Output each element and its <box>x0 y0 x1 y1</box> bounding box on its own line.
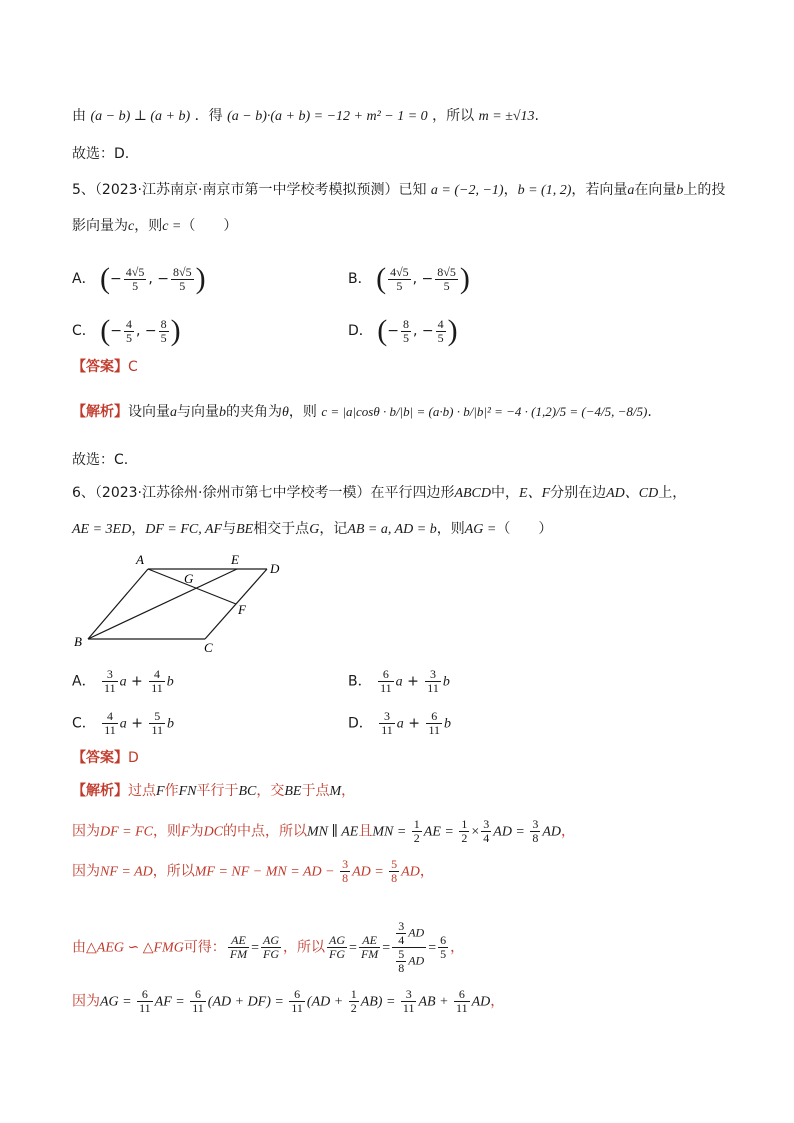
text: ，记 <box>319 521 348 537</box>
fraction-den: 11 <box>192 1001 204 1015</box>
formula: AD、CD <box>606 486 659 501</box>
q5-conclusion <box>72 450 128 470</box>
formula: G <box>309 522 320 537</box>
prev-answer-line <box>72 144 129 164</box>
text: ，交 <box>256 783 285 799</box>
paren: ( <box>377 314 388 347</box>
formula: c = <box>162 219 182 234</box>
fraction-num: 6 <box>454 988 470 1002</box>
edge-ab <box>88 569 148 639</box>
fraction-den: FM <box>360 947 379 961</box>
formula: b = (1, 2) <box>517 183 572 198</box>
formula: AD = <box>493 824 529 840</box>
text: 上的投 <box>683 182 726 198</box>
formula: NF = AD <box>100 864 153 880</box>
text: ， <box>341 783 356 799</box>
formula: FN <box>178 784 197 799</box>
q6-analysis-line3 <box>72 858 434 885</box>
fraction-num: 4 <box>102 710 118 724</box>
q6-stem-line2 <box>72 519 552 540</box>
fraction-num: 4 <box>125 316 132 331</box>
q6-option-d[interactable]: D． $\frac{3}{11}$ a + $\frac{6}{11}$ b <box>348 709 451 737</box>
text: 由 <box>72 939 86 956</box>
paren: ) <box>447 314 458 347</box>
fraction-den: 2 <box>350 1001 357 1015</box>
text: 与 <box>222 521 237 537</box>
label-b: B <box>74 634 82 649</box>
label-d: D <box>270 561 280 576</box>
paren: ( <box>376 262 387 295</box>
option-label: B． <box>348 271 372 287</box>
option-label: D． <box>348 715 373 732</box>
fraction-den: 11 <box>291 1001 303 1015</box>
formula: F <box>156 784 165 799</box>
operator: = <box>382 940 391 956</box>
fraction-den: 11 <box>380 681 392 695</box>
text: ， <box>490 993 505 1010</box>
formula: AE = <box>423 824 458 840</box>
formula: AB + <box>418 994 453 1010</box>
q5-stem-line2 <box>72 216 237 237</box>
q6-stem-line1 <box>72 483 686 504</box>
fraction-den: 5 <box>132 278 139 293</box>
text: ，则 <box>436 521 465 537</box>
text: ， <box>419 863 434 880</box>
formula: MN ∥ AE <box>307 824 359 840</box>
fraction-num: 8√5 <box>437 264 456 279</box>
formula: DF = FC <box>100 824 153 840</box>
text: 已知 <box>398 182 427 198</box>
text: 与向量 <box>177 404 219 420</box>
vector: a <box>396 716 404 732</box>
formula: MN = <box>372 824 410 840</box>
q6-option-b[interactable]: B． $\frac{6}{11}$ a + $\frac{3}{11}$ b <box>348 667 450 695</box>
fraction-num: 6 <box>137 988 153 1002</box>
operator: = <box>428 940 437 956</box>
text: 由 <box>72 108 86 124</box>
analysis-tag: 【解析】 <box>72 404 128 420</box>
label-c: C <box>204 640 213 655</box>
formula: c <box>128 219 135 234</box>
fraction-den: 8 <box>532 831 539 845</box>
formula: m = ±√13 <box>478 109 535 124</box>
paren: ( <box>100 314 111 347</box>
formula: F <box>181 824 190 840</box>
formula: AD <box>408 953 425 968</box>
q6-analysis-line1 <box>72 781 355 802</box>
text: ．得 <box>194 108 223 124</box>
formula: BE <box>236 522 254 537</box>
formula: AG = <box>100 994 136 1010</box>
q5-stem-line1 <box>72 180 725 201</box>
paren: ) <box>459 262 470 295</box>
formula: △AEG ∽ △FMG <box>86 940 184 956</box>
option-label: B． <box>348 673 372 690</box>
label-g: G <box>184 571 194 586</box>
formula: BC <box>238 784 257 799</box>
vector: b <box>444 716 451 732</box>
vector: a <box>395 674 403 690</box>
fraction-den: 8 <box>342 871 349 885</box>
fraction-den: FM <box>229 947 248 961</box>
fraction-num: 3 <box>379 710 395 724</box>
fraction-num: 5 <box>398 947 405 961</box>
text: ，则 <box>153 823 181 840</box>
operator: × <box>471 824 480 840</box>
fraction-den: 4 <box>398 933 405 947</box>
option-label: C． <box>72 323 96 339</box>
formula: DF = FC, AF <box>145 522 223 537</box>
option-label: D． <box>348 323 373 339</box>
text: 作 <box>164 783 179 799</box>
option-label: C． <box>72 715 96 732</box>
text: 在向量 <box>634 182 677 198</box>
formula: AB = a, AD = b <box>347 522 437 537</box>
fraction-num: AE <box>359 934 380 948</box>
formula: AE = 3ED <box>72 522 132 537</box>
q5-option-b[interactable]: B． ( $\frac{4√5}{5}$ , − $\frac{8√5}{5}$ ) <box>348 262 470 295</box>
text: 故选：C. <box>72 452 129 468</box>
fraction-den: 2 <box>461 831 468 845</box>
formula: AD = <box>352 864 388 880</box>
fraction-num: 5 <box>149 710 165 724</box>
text: ，所以 <box>152 863 195 880</box>
fraction-den: 8 <box>391 871 398 885</box>
text: （ ） <box>496 521 553 537</box>
fraction-num: 4 <box>437 316 444 331</box>
text: 的夹角为 <box>226 404 282 420</box>
fraction-den: 4 <box>483 831 490 845</box>
label-e: E <box>231 552 239 567</box>
formula: E、F <box>519 486 551 501</box>
text: 为 <box>189 823 204 840</box>
formula: AD <box>401 864 420 880</box>
q6-option-c[interactable]: C． $\frac{4}{11}$ a + $\frac{5}{11}$ b <box>72 709 174 737</box>
fraction-num: 1 <box>461 817 468 831</box>
paren: ) <box>195 262 206 295</box>
fraction-den: 8 <box>398 961 405 975</box>
text: 因为 <box>72 823 100 840</box>
text: 可得： <box>183 939 226 956</box>
fraction-den: 5 <box>437 330 444 345</box>
formula: a <box>170 405 177 420</box>
fraction-num: 4√5 <box>390 264 409 279</box>
text: ， <box>561 823 576 840</box>
fraction-num: 3 <box>483 817 490 831</box>
answer-value: C <box>128 359 138 375</box>
fraction-num: 3 <box>425 668 441 682</box>
formula: b <box>676 183 684 198</box>
q6-analysis-line4 <box>72 920 464 975</box>
fraction-den: 11 <box>104 723 116 737</box>
fraction-den: 5 <box>443 278 450 293</box>
text: （ ） <box>181 218 238 234</box>
fraction-num: 3 <box>532 817 539 831</box>
label-a: A <box>136 552 144 567</box>
fraction-den: 5 <box>396 278 403 293</box>
formula: (a − b)·(a + b) = −12 + m² − 1 = 0 <box>227 109 428 124</box>
text: ，所以 <box>432 108 475 124</box>
operator: = <box>349 940 357 956</box>
text: 因为 <box>72 993 100 1010</box>
formula: MF = NF − MN = AD − <box>194 864 339 880</box>
formula: M <box>329 784 342 799</box>
fraction-den: 2 <box>413 831 420 845</box>
fraction-den: 5 <box>160 330 167 345</box>
text: ，若向量 <box>571 182 628 198</box>
fraction-num: 6 <box>426 710 442 724</box>
q5-option-d[interactable]: D． (− $\frac{8}{5}$ , − $\frac{4}{5}$ ) <box>348 314 458 347</box>
fraction-num: 6 <box>440 933 447 947</box>
formula: AG = <box>464 522 497 537</box>
fraction-num: 3 <box>342 857 349 871</box>
fraction-num: AG <box>263 933 280 947</box>
text: 平行于 <box>196 783 239 799</box>
answer-tag: 【答案】 <box>72 359 128 375</box>
fraction-num: 6 <box>289 988 305 1002</box>
paren: ) <box>170 314 181 347</box>
text: 过点 <box>128 783 156 799</box>
q6-option-a[interactable]: A． $\frac{3}{11}$ a + $\frac{4}{11}$ b <box>72 667 174 695</box>
text: ，所以 <box>283 939 326 956</box>
fraction-num: 3 <box>398 919 405 933</box>
fraction-num: AG <box>329 933 346 947</box>
formula: AD <box>408 925 425 940</box>
fraction-den: 5 <box>440 947 447 961</box>
text: 上， <box>658 485 687 501</box>
formula: a <box>627 183 635 198</box>
fraction-den: 11 <box>104 681 116 695</box>
analysis-tag: 【解析】 <box>72 783 128 799</box>
text: 因为 <box>72 863 100 880</box>
vector: a <box>119 716 127 732</box>
vector: b <box>167 716 174 732</box>
fraction-den: 11 <box>151 681 163 695</box>
text: . <box>534 108 539 124</box>
prev-conclusion-line <box>72 106 539 127</box>
formula: AF = <box>154 994 189 1010</box>
text: ， <box>450 939 465 956</box>
q6-analysis-line2 <box>72 818 575 845</box>
question-number: 6、 <box>72 485 95 501</box>
formula: AB) = <box>360 994 399 1010</box>
fraction-num: 3 <box>102 668 118 682</box>
text: . <box>647 404 652 420</box>
formula: DC <box>203 824 224 840</box>
formula: AD <box>471 994 491 1010</box>
formula: BE <box>284 784 302 799</box>
fraction-num: 6 <box>378 668 394 682</box>
question-source: （2023·江苏徐州·徐州市第七中学校考一模） <box>94 485 371 501</box>
text: 相交于点 <box>253 521 310 537</box>
text: 在平行四边形 <box>370 485 455 501</box>
fraction-den: 11 <box>456 1001 468 1015</box>
fraction-num: 8 <box>402 316 409 331</box>
text: 中， <box>491 485 520 501</box>
fraction-den: 5 <box>125 330 132 345</box>
option-label: A． <box>72 271 96 287</box>
option-label: A． <box>72 673 96 690</box>
fraction-num: 4 <box>149 668 165 682</box>
formula: (AD + <box>306 994 347 1010</box>
formula: c = |a|cosθ · b/|b| = (a·b) · b/|b|² = −4 · (1,2)/5 = (−4/5, −8/5) <box>321 404 648 419</box>
fraction-num: 8√5 <box>173 264 192 279</box>
paren: ( <box>100 262 111 295</box>
text: 故选：D. <box>72 146 130 162</box>
fraction-den: 11 <box>402 1001 415 1015</box>
text: 影向量为 <box>72 218 128 234</box>
q5-analysis <box>72 402 652 423</box>
text: 设向量 <box>128 404 170 420</box>
q5-option-c[interactable]: C． (− $\frac{4}{5}$ , − $\frac{8}{5}$ ) <box>72 314 181 347</box>
text: 且 <box>358 823 373 840</box>
operator: = <box>251 940 260 956</box>
fraction-num: 5 <box>391 857 398 871</box>
formula: a = (−2, −1) <box>430 183 504 198</box>
vector: b <box>442 674 450 690</box>
formula: ABCD <box>454 486 492 501</box>
fraction-num: 4√5 <box>125 264 145 279</box>
formula: (AD + DF) = <box>207 994 288 1010</box>
fraction-den: FG <box>263 947 280 961</box>
fraction-num: 6 <box>190 988 206 1002</box>
formula: θ <box>282 405 289 420</box>
formula: AD <box>542 824 562 840</box>
answer-value: D <box>128 750 139 766</box>
q6-answer <box>72 748 139 768</box>
text: ， <box>503 182 518 198</box>
fraction-den: FG <box>329 947 346 961</box>
fraction-num: AE <box>228 934 249 948</box>
fraction-num: 1 <box>413 817 420 831</box>
parallelogram-figure <box>60 548 300 658</box>
fraction-num: 3 <box>401 988 417 1002</box>
fraction-den: 5 <box>402 330 409 345</box>
q5-answer <box>72 357 138 377</box>
q5-option-a[interactable]: A． (− $\frac{4√5}{5}$ , − $\frac{8√5}{5}$ ) <box>72 262 206 295</box>
vector: a <box>119 674 127 690</box>
fraction-num: 8 <box>160 316 167 331</box>
text: 的中点，所以 <box>223 823 308 840</box>
text: ， <box>131 521 146 537</box>
label-f: F <box>238 602 246 617</box>
question-number: 5、 <box>72 182 95 198</box>
answer-tag: 【答案】 <box>72 750 128 766</box>
fraction-den: 11 <box>151 723 163 737</box>
fraction-den: 5 <box>179 278 186 293</box>
text: 分别在边 <box>550 485 607 501</box>
vector: b <box>166 674 174 690</box>
text: ，则 <box>134 218 163 234</box>
formula: (a − b) ⊥ (a + b) <box>90 109 191 124</box>
fraction-den: 11 <box>381 723 393 737</box>
fraction-num: 1 <box>350 987 357 1001</box>
question-source: （2023·江苏南京·南京市第一中学校考模拟预测） <box>94 182 399 198</box>
text: 于点 <box>301 783 330 799</box>
q6-analysis-line5 <box>72 988 504 1015</box>
fraction-den: 11 <box>428 723 440 737</box>
fraction-den: 11 <box>427 681 439 695</box>
formula: b <box>219 405 226 420</box>
text: ，则 <box>288 404 317 420</box>
fraction-den: 11 <box>139 1001 151 1015</box>
